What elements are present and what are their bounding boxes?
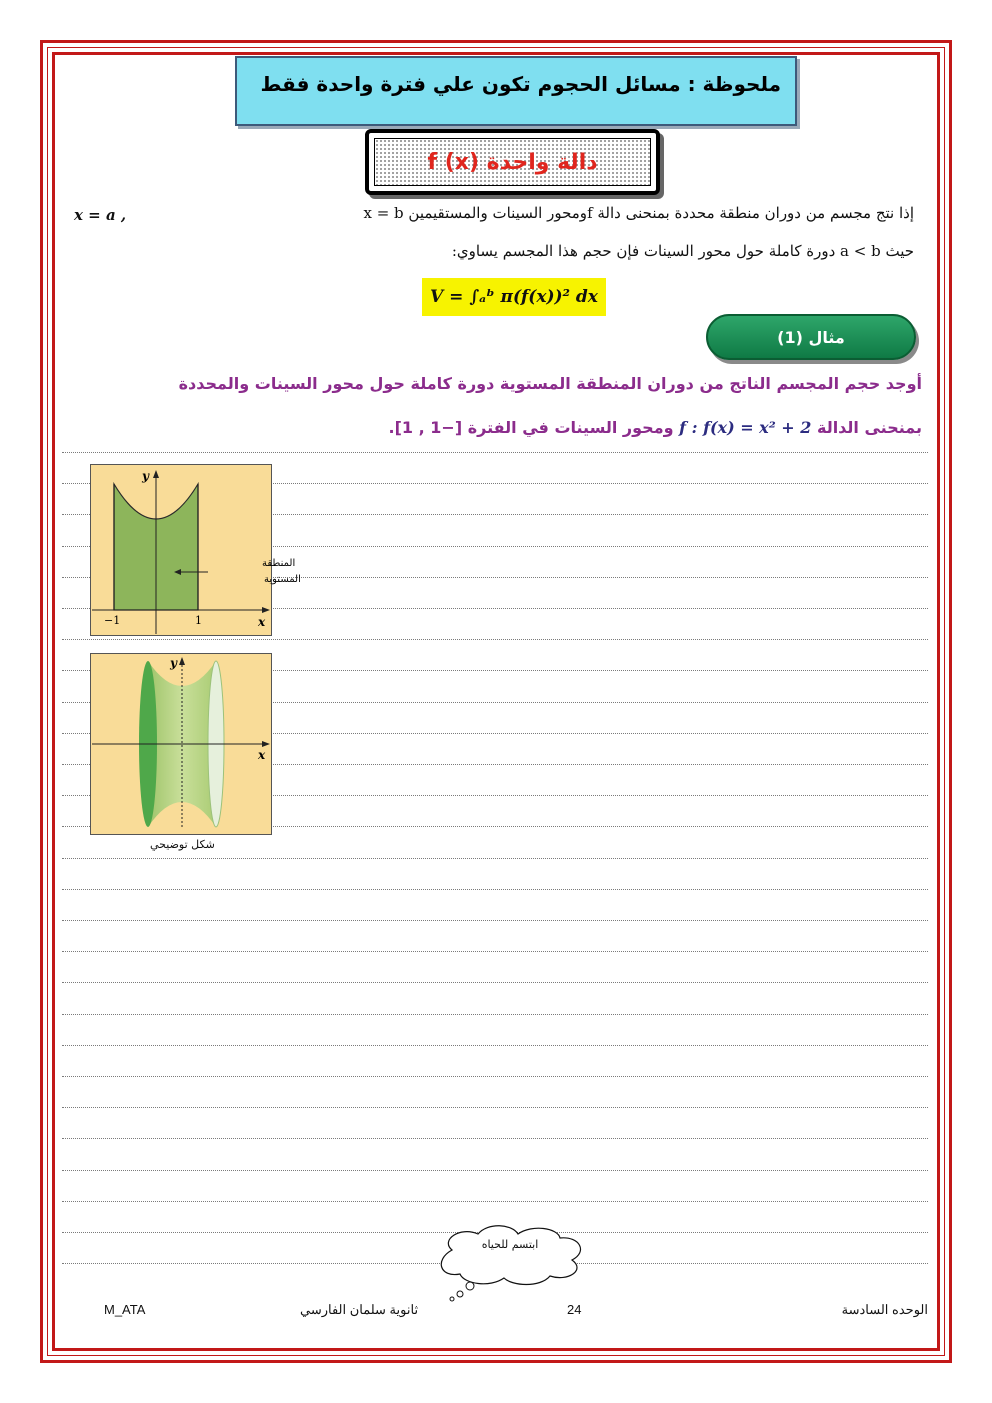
question-line-2-suffix: ومحور السينات في الفترة [−1 , 1]. bbox=[388, 418, 674, 437]
example-label: مثال (1) bbox=[777, 327, 845, 347]
writing-line bbox=[62, 1014, 928, 1015]
footer-school: ثانوية سلمان الفارسي bbox=[300, 1302, 419, 1317]
writing-line bbox=[62, 639, 928, 640]
bubble-dot-1 bbox=[466, 1282, 474, 1290]
bubble-text: ابتسم للحياه bbox=[481, 1238, 539, 1251]
region-label-1: المنطقة bbox=[262, 558, 296, 569]
writing-line bbox=[62, 920, 928, 921]
writing-line bbox=[62, 1045, 928, 1046]
bubble-dot-2 bbox=[457, 1291, 463, 1297]
writing-line bbox=[62, 858, 928, 859]
intro-line-1-math: x = a , bbox=[74, 206, 127, 224]
y-axis-label: y bbox=[142, 469, 149, 483]
writing-line bbox=[62, 1138, 928, 1139]
footer-author: M_ATA bbox=[104, 1302, 146, 1317]
writing-line bbox=[62, 1170, 928, 1171]
writing-line bbox=[62, 1201, 928, 1202]
footer-page-number: 24 bbox=[567, 1302, 582, 1317]
solid-graph bbox=[90, 653, 272, 835]
note-text: ملحوظة : مسائل الحجوم تكون علي فترة واحدة فقط bbox=[260, 72, 781, 96]
example-badge bbox=[706, 314, 916, 360]
writing-line bbox=[62, 951, 928, 952]
region-graph bbox=[90, 464, 301, 636]
x-axis-label: x bbox=[258, 615, 266, 629]
tick-minus-1: −1 bbox=[104, 614, 121, 627]
writing-line bbox=[62, 1076, 928, 1077]
region-label-2: المستوية bbox=[264, 574, 301, 585]
bubble-dot-3 bbox=[450, 1297, 454, 1301]
function-heading-text: دالة واحدة (x) f bbox=[427, 149, 598, 175]
volume-formula: V = ∫ₐᵇ π(f(x))² dx bbox=[422, 278, 606, 316]
y-axis-label: y bbox=[170, 656, 177, 670]
intro-line-2: حيث a < b دورة كاملة حول محور السينات فإن حجم هذا المجسم يساوي: bbox=[451, 242, 914, 260]
writing-line bbox=[62, 1107, 928, 1108]
question-line-1: أوجد حجم المجسم الناتج من دوران المنطقة المستوية دورة كاملة حول محور السينات والمحددة bbox=[178, 374, 922, 393]
solid-graph-caption: شكل توضيحي bbox=[150, 838, 215, 851]
writing-line bbox=[62, 889, 928, 890]
note-box bbox=[235, 56, 797, 126]
thought-bubble bbox=[430, 1222, 590, 1302]
footer-unit: الوحده السادسة bbox=[841, 1302, 928, 1317]
function-heading-box bbox=[365, 129, 660, 195]
x-axis-label: x bbox=[258, 748, 266, 762]
question-line-2-prefix: بمنحنى الدالة bbox=[816, 418, 922, 437]
writing-line bbox=[62, 982, 928, 983]
writing-line bbox=[62, 452, 928, 453]
tick-1: 1 bbox=[195, 614, 202, 627]
question-line-2 bbox=[389, 418, 922, 437]
function-heading-inner bbox=[374, 138, 651, 186]
question-function-math: f : f(x) = x² + 2 bbox=[679, 418, 812, 437]
intro-line-1: إذا نتج مجسم من دوران منطقة محددة بمنحنى دالة fومحور السينات والمستقيمين x = b bbox=[363, 204, 914, 222]
bubble-cloud bbox=[441, 1226, 580, 1285]
